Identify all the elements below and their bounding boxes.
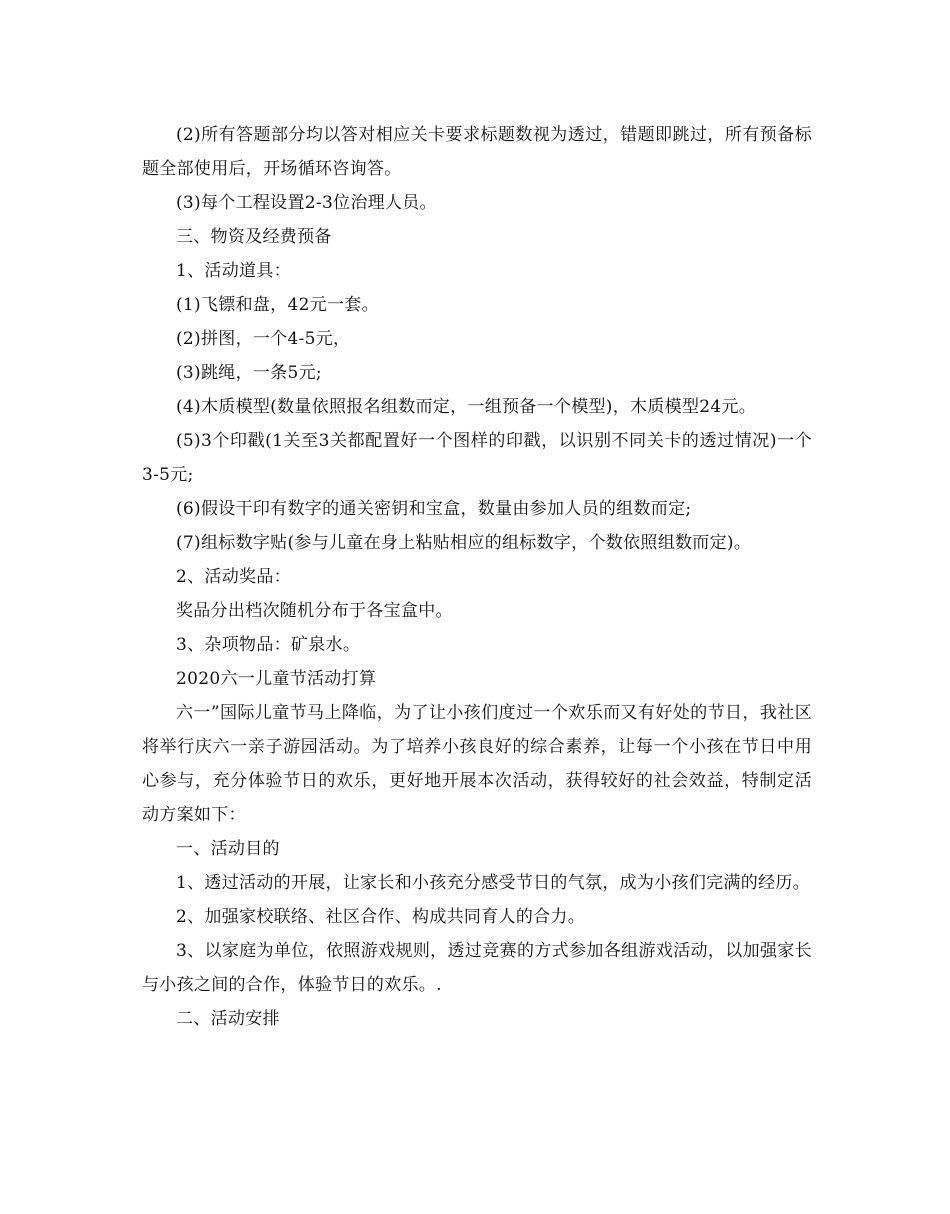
paragraph-staff-setup: (3)每个工程设置2-3位治理人员。 bbox=[176, 193, 437, 213]
list-item-darts: (1)飞镖和盘，42元一套。 bbox=[176, 295, 379, 315]
list-item-puzzle: (2)拼图，一个4-5元， bbox=[176, 329, 351, 349]
paragraph-intro: 六一”国际儿童节马上降临，为了让小孩们度过一个欢乐而又有好处的节日，我社区将举行庆六一亲子游园活动。为了培养小孩良好的综合素养，让每一个小孩在节日中用心参与，充分体验节日的欢乐，更好地开展本次活动，获得较好的社会效益，特制定活动方案如下： bbox=[142, 703, 812, 825]
paragraph-answer-rules: (2)所有答题部分均以答对相应关卡要求标题数视为透过，错题即跳过，所有预备标题全部使用后，开场循环咨询答。 bbox=[142, 125, 812, 179]
paragraph-prizes: 奖品分出档次随机分布于各宝盒中。 bbox=[176, 601, 453, 621]
list-item-keys-boxes: (6)假设干印有数字的通关密钥和宝盒，数量由参加人员的组数而定; bbox=[176, 499, 692, 519]
subheading-props: 1、活动道具： bbox=[176, 261, 291, 281]
list-item-stamps: (5)3个印戳(1关至3关都配置好一个图样的印戳，以识别不同关卡的透过情况)一个3-5元; bbox=[142, 431, 812, 485]
list-item-jump-rope: (3)跳绳，一条5元; bbox=[176, 363, 322, 383]
subheading-prizes: 2、活动奖品： bbox=[176, 567, 291, 587]
document-body bbox=[142, 118, 812, 1036]
goal-item-3: 3、以家庭为单位，依照游戏规则，透过竞赛的方式参加各组游戏活动，以加强家长与小孩之间的合作，体验节日的欢乐。. bbox=[142, 941, 812, 995]
goal-item-2: 2、加强家校联络、社区合作、构成共同育人的合力。 bbox=[176, 907, 586, 927]
subheading-misc: 3、杂项物品：矿泉水。 bbox=[176, 635, 361, 655]
section-heading-materials: 三、物资及经费预备 bbox=[176, 227, 332, 247]
document-section-title: 2020六一儿童节活动打算 bbox=[176, 669, 377, 689]
list-item-number-stickers: (7)组标数字贴(参与儿童在身上粘贴相应的组标数字，个数依照组数而定)。 bbox=[176, 533, 752, 553]
goal-item-1: 1、透过活动的开展，让家长和小孩充分感受节日的气氛，成为小孩们完满的经历。 bbox=[176, 873, 810, 893]
section-heading-goals: 一、活动目的 bbox=[176, 839, 280, 859]
list-item-wooden-model: (4)木质模型(数量依照报名组数而定，一组预备一个模型)，木质模型24元。 bbox=[176, 397, 757, 417]
section-heading-arrangement: 二、活动安排 bbox=[176, 1009, 280, 1029]
